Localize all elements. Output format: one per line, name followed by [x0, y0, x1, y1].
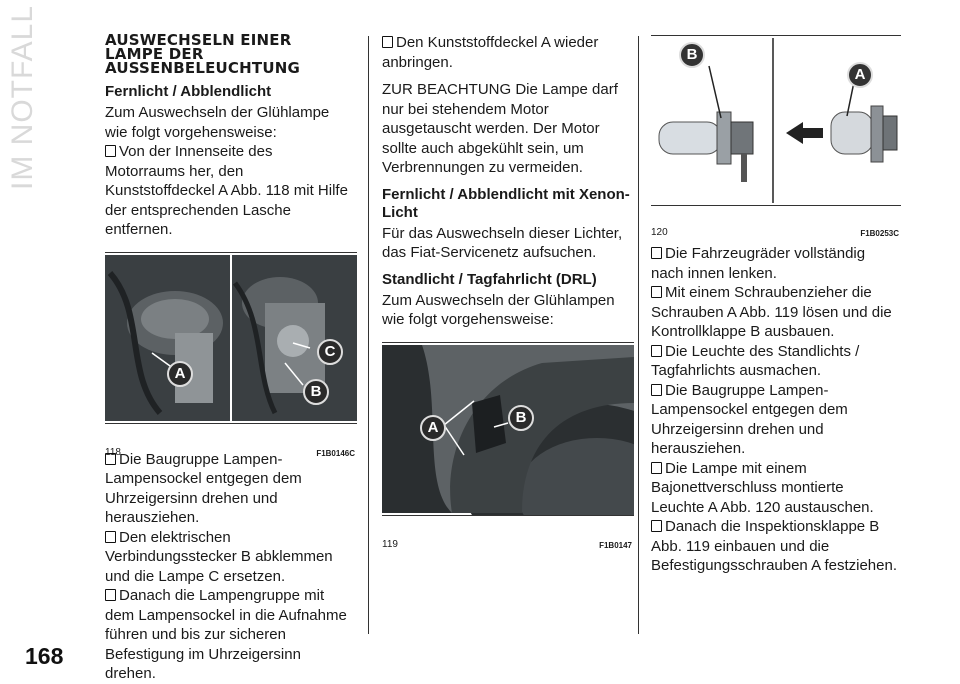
column-divider: [368, 36, 369, 634]
checkbox-icon: [651, 462, 662, 474]
section-title: AUSWECHSELN EINER LAMPE DER AUSSENBELEUCHTUNG: [105, 31, 300, 77]
checkbox-icon: [651, 286, 662, 298]
column-1: [105, 33, 355, 684]
step-item: Die Lampe mit einem Bajonettverschluss montierte Leuchte A Abb. 120 austauschen.: [651, 459, 874, 516]
checkbox-icon: [651, 384, 662, 396]
figure-code: F1B0146C: [316, 448, 355, 458]
intro-text: Zum Auswechseln der Glühlampe wie folgt vorgehensweise:: [105, 104, 330, 141]
step-item: Die Leuchte des Standlichts / Tagfahrlichts ausmachen.: [651, 342, 860, 379]
xenon-text: Für das Auswechseln dieser Lichter, das Fiat-Servicenetz aufsuchen.: [382, 224, 623, 261]
column-divider: [638, 36, 639, 634]
column-3: [651, 33, 901, 576]
step-item: Die Fahrzeugräder vollständig nach innen lenken.: [651, 245, 866, 282]
step-item: Den Kunststoffdeckel A wieder anbringen.: [382, 34, 599, 71]
callout-b: B: [303, 379, 329, 405]
callout-b: B: [508, 405, 534, 431]
step-item: Den elektrischen Verbindungsstecker B abklemmen und die Lampe C ersetzen.: [105, 528, 333, 585]
step-item: Die Baugruppe Lampen-Lampensockel entgegen dem Uhrzeigersinn drehen und herausziehen.: [105, 450, 302, 526]
intro-text-2: Zum Auswechseln der Glühlampen wie folgt vorgehensweise:: [382, 291, 615, 328]
figure-code: F1B0253C: [860, 229, 899, 238]
page-number: 168: [25, 643, 64, 669]
figure-number: 118: [105, 446, 121, 458]
callout-a: A: [847, 62, 873, 88]
checkbox-icon: [105, 145, 116, 157]
callout-a: A: [420, 415, 446, 441]
note-text: ZUR BEACHTUNG Die Lampe darf nur bei stehendem Motor ausgetauscht werden. Der Motor sollte auch abgekühlt sein, um Verbrennungen zu vermeiden.: [382, 81, 618, 176]
figure-code: F1B0147: [599, 540, 632, 550]
step-item: Danach die Lampengruppe mit dem Lampensockel in die Aufnahme führen und bis zur sicheren Befestigung im Uhrzeigersinn drehen.: [105, 587, 347, 682]
subheading-fernlicht: Fernlicht / Abblendlicht: [105, 83, 272, 100]
figure-number: 119: [382, 538, 398, 550]
step-item: Die Baugruppe Lampen-Lampensockel entgegen dem Uhrzeigersinn drehen und herausziehen.: [651, 381, 848, 457]
checkbox-icon: [105, 453, 116, 465]
checkbox-icon: [651, 520, 662, 532]
subheading-standlicht: Standlicht / Tagfahrlicht (DRL): [382, 270, 597, 288]
step-item: Mit einem Schraubenzieher die Schrauben A Abb. 119 lösen und die Kontrollklappe B ausbauen.: [651, 284, 892, 340]
step-item: Danach die Inspektionsklappe B Abb. 119 einbauen und die Befestigungsschrauben A festziehen.: [651, 518, 898, 574]
subheading-xenon: Fernlicht / Abblendlicht mit Xenon-Licht: [382, 185, 630, 221]
section-side-label: [0, 4, 68, 190]
figure-120: [651, 35, 901, 238]
checkbox-icon: [382, 36, 393, 48]
checkbox-icon: [651, 345, 662, 357]
checkbox-icon: [105, 531, 116, 543]
figure-number: 120: [651, 227, 668, 238]
checkbox-icon: [105, 589, 116, 601]
section-side-label-text: IM NOTFALL: [6, 4, 39, 190]
column-2: [382, 33, 632, 550]
figure-119: [382, 342, 634, 550]
callout-b: B: [679, 42, 705, 68]
callout-a: A: [167, 361, 193, 387]
step-item: Von der Innenseite des Motorraums her, den Kunststoffdeckel A Abb. 118 mit Hilfe der entsprechenden Lasche entfernen.: [105, 143, 348, 238]
figure-118: [105, 252, 357, 458]
callout-c: C: [317, 339, 343, 365]
checkbox-icon: [651, 247, 662, 259]
